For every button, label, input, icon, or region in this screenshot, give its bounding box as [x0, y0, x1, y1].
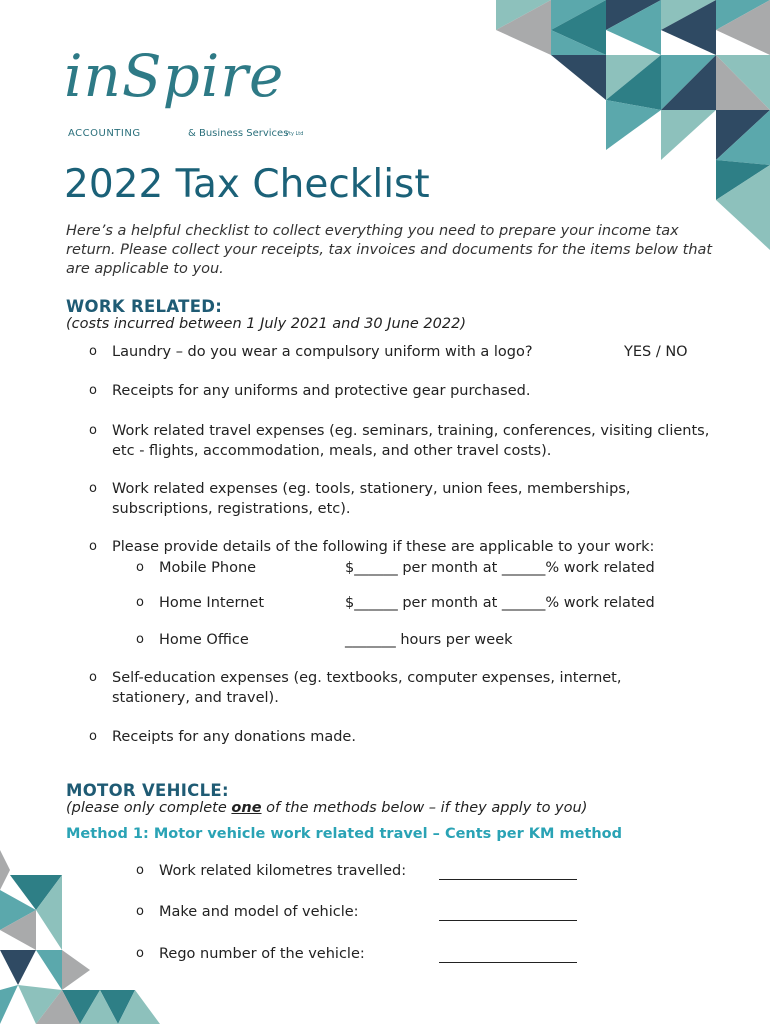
bullet: o [136, 863, 144, 878]
bullet: o [89, 729, 97, 744]
bullet: o [136, 560, 144, 575]
bullet: o [89, 423, 97, 438]
bullet: o [136, 595, 144, 610]
mobile-phone-field: $______ per month at ______% work related [345, 560, 655, 576]
bullet: o [89, 670, 97, 685]
emphasis-one: one [231, 800, 262, 816]
bullet: o [136, 904, 144, 919]
logo-accounting: ACCOUNTING [68, 128, 141, 139]
make-model-line [439, 920, 577, 921]
rego-label: Rego number of the vehicle: [159, 946, 365, 962]
bullet: o [89, 539, 97, 554]
km-travelled-label: Work related kilometres travelled: [159, 863, 407, 879]
decorative-pattern-top-right [496, 0, 770, 250]
logo-business-services: & Business Services [188, 128, 289, 139]
expenses-item: Work related expenses (eg. tools, stationery, union fees, memberships, subscriptions, registrations, etc). [112, 481, 631, 517]
self-education-item: Self-education expenses (eg. textbooks, computer expenses, internet, stationery, and travel). [112, 670, 622, 706]
bullet: o [89, 383, 97, 398]
motor-vehicle-subheading: (please only complete one of the methods below – if they apply to you) [66, 800, 588, 816]
details-item: Please provide details of the following if these are applicable to your work: [112, 539, 655, 555]
intro-paragraph: Here’s a helpful checklist to collect everything you need to prepare your income tax return. Please collect your receipts, tax invoices and documents for the items below that are applicable to you. [66, 223, 713, 277]
home-internet-label: Home Internet [159, 595, 265, 611]
method-1-heading: Method 1: Motor vehicle work related travel – Cents per KM method [66, 826, 623, 842]
bullet: o [136, 632, 144, 647]
home-internet-field: $______ per month at ______% work related [345, 595, 655, 611]
travel-item: Work related travel expenses (eg. seminars, training, conferences, visiting clients, etc - flights, accommodation, meals, and other travel costs). [112, 423, 710, 459]
laundry-item: Laundry – do you wear a compulsory uniform with a logo? [112, 344, 533, 360]
donations-item: Receipts for any donations made. [112, 729, 356, 745]
logo-pty: Pty Ltd [286, 131, 304, 137]
home-office-label: Home Office [159, 632, 249, 648]
work-related-subheading: (costs incurred between 1 July 2021 and 30 June 2022) [66, 316, 466, 332]
mobile-phone-label: Mobile Phone [159, 560, 257, 576]
bullet: o [89, 481, 97, 496]
home-office-field: _______ hours per week [345, 632, 513, 648]
make-model-label: Make and model of vehicle: [159, 904, 359, 920]
km-travelled-line [439, 879, 577, 880]
logo-wordmark: inSpire [64, 42, 285, 110]
company-logo [64, 36, 314, 156]
bullet: o [136, 946, 144, 961]
laundry-answer: YES / NO [624, 344, 688, 360]
uniforms-item: Receipts for any uniforms and protective gear purchased. [112, 383, 531, 399]
bullet: o [89, 344, 97, 359]
work-related-heading: WORK RELATED: [66, 297, 223, 316]
page-title: 2022 Tax Checklist [64, 162, 430, 207]
motor-vehicle-heading: MOTOR VEHICLE: [66, 781, 229, 800]
rego-line [439, 962, 577, 963]
